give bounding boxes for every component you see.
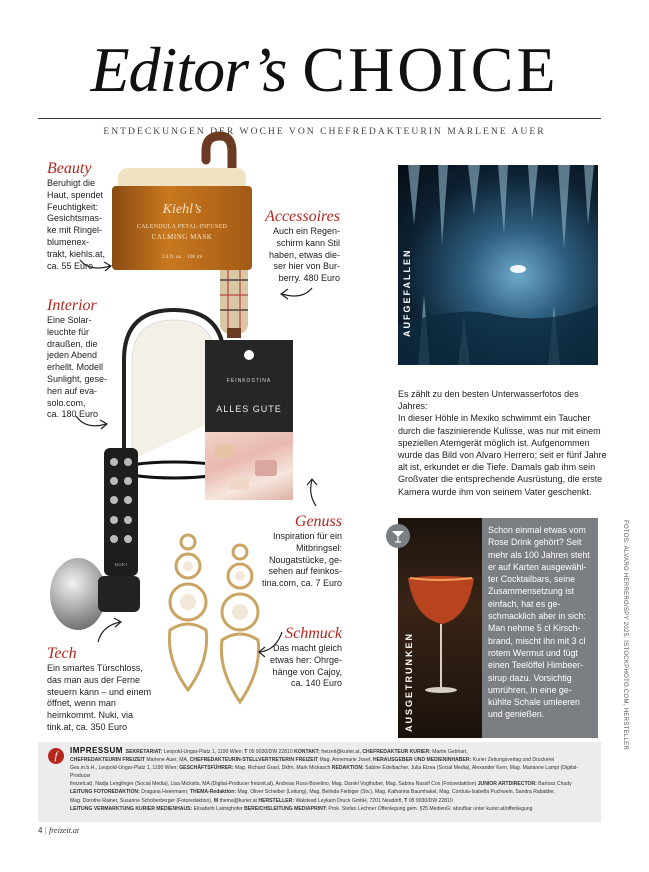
beauty-heading: Beauty [47,160,92,177]
text-line: Sunlight, gese- [47,373,108,384]
impressum-label: HERAUSGEBER UND MEDIENINHABER: [373,757,473,764]
text-line: ke mit Ringel- [47,225,103,236]
genuss-heading: Genuss [294,513,342,530]
impressum-label: CHEFREDAKTEURIN-STELLVERTRETERIN FREIZEIT [189,757,320,764]
aufgefallen-label: AUFGEFALLEN [402,248,412,337]
impressum-value: Leopold-Ungar-Platz 1, 1190 Wien; [163,749,245,755]
text-line: tink.at, ca. 350 Euro [47,721,128,732]
text-line: jeden Abend [47,350,98,361]
tech-block [47,645,157,734]
text-line: draußen, die [47,338,98,349]
arrow-interior-icon [72,412,112,434]
text-line: steuern kann – und einem [47,686,152,697]
impressum-label: LEITUNG FOTOREDAKTION: [70,789,142,796]
text-line: Zusammensetzung ist [488,586,575,597]
text-line: heimkommt. Nuki, via [47,710,134,721]
text-line: Mitbringsel: [295,542,342,553]
text-line: hen auf eva- [47,385,98,396]
text-line: Beruhigt die [47,178,96,188]
interior-text [47,315,117,421]
impressum-line [70,788,595,796]
title-caps: CHOICE [302,34,559,105]
text-line: Nougatstücke, ge- [268,554,342,565]
face-mask-jar-image [112,168,252,270]
text-line: einfach, hat es ge- [488,598,561,609]
text-line: rotem Wermut und fügt [488,647,578,658]
bag-brand: FEINKOSTINA [226,378,272,384]
text-line: Feuchtigkeit: [47,201,99,212]
footer-site: freizeit.at [49,826,80,835]
impressum-label: JUNIOR ARTDIRECTOR: [477,781,539,788]
jar-brand: Kiehl’s [162,202,202,217]
text-line: schmacklich aber in sich: [488,611,586,622]
page-title [0,30,649,110]
impressum-value: Mag. Dorothe Rainer, Susanne Schoberberger (Fotoredaktion), [70,797,214,804]
impressum-label: LEITUNG VERMARKTUNG KURIER MEDIENHAUS: [70,805,194,812]
genuss-block [244,513,342,590]
impressum-line [70,764,595,780]
title-italic: Editor’s [90,34,287,105]
text-line: sirup dazu. Vorsichtig [488,672,572,683]
impressum-label: CHEFREDAKTEUR KURIER: [362,749,433,755]
aufgefallen-text [398,388,608,498]
impressum-line [70,797,595,805]
impressum-value: Kurier Zeitungsverlag und Druckerei [472,757,555,764]
arrow-schmuck-icon [256,628,286,658]
text-line: ca. 140 Euro [290,678,342,689]
impressum-label: T [244,749,249,755]
impressum-value: Walstead Leykam Druck GmbH, 7201 Neudörfl, [295,797,405,804]
impressum-value: Elisabeth Laimighofer [193,805,245,812]
text-line: haben, etwas die- [268,249,340,260]
impressum-value: Ges.m.b.H., Leopold-Ungar-Platz 1, 1190 Wien; [70,765,180,772]
text-line: etwas her: Ohrge- [269,654,342,665]
tech-text [47,663,157,734]
impressum-value: Mag. Annemarie Josef, [319,757,374,764]
ausgetrunken-panel [398,518,598,738]
text-line: Kamera wurde ihm von seinem Vater geschenkt. [398,486,592,497]
text-line: Rose Drink gehört? Seit [488,537,582,548]
interior-block [47,297,117,421]
text-line: Gesichtsmas- [47,213,103,224]
impressum-text [70,747,595,813]
jar-line2: CALMING MASK [151,233,213,241]
text-line: ser hier von Bur- [273,261,340,272]
impressum-value: Martin Gebhart, [432,749,468,755]
impressum-value: freizeit.at), Nadja Lenglinger (Social Media), Lisa Micksits, MA (Digital-Producer freizeit.at), Andreas Russ-Bovelino, Mag. Daniel Voglhuber, Mag. Sabina Nassif Cox (Fotoredaktion) [70,781,478,788]
impressum-label: KONTAKT: [294,749,322,755]
smart-lock-image [50,448,150,638]
ausgetrunken-text [488,524,596,721]
nougat-bag-image [205,340,293,500]
impressum-line [70,747,595,756]
impressum-line [70,780,595,788]
text-line: und genießen. [488,709,545,720]
text-line: ca. 55 Euro [47,260,94,271]
impressum-value: Marlene Auer, MA, [146,757,190,764]
interior-heading: Interior [47,297,97,314]
jar-size: 3.4 fl. oz. · 100 ml [161,254,203,260]
text-line: tina.com, ca. 7 Euro [261,578,342,589]
cocktail-photo [398,518,482,738]
impressum-value: 05 9030/DW 22810 [408,797,453,804]
text-line: brand, mischt ihn mit 3 cl [488,635,586,646]
text-line: In dieser Höhle in Mexiko schwimmt ein Taucher [398,413,591,424]
ausgetrunken-label: AUSGETRUNKEN [404,631,414,732]
impressum-badge: f [48,748,64,764]
impressum-label: SEKRETARIAT: [125,749,164,755]
text-line: Inspiration für ein [272,531,342,541]
text-line: ter Cocktailbars, seine [488,574,576,585]
text-line: Das macht gleich [272,643,342,653]
text-line: alt ist, erkundet er die Tiefe. Damals gab ihm sein [398,462,596,473]
text-line: umrühren, in eine ge- [488,684,572,695]
text-line: wurde das Bild von Alvaro Herrero; seit er fünf Jahre [398,450,607,461]
text-line: öffnet, wenn man [47,698,116,709]
impressum-label: GESCHÄFTSFÜHRER: [179,765,235,772]
text-line: schirm kann Stil [276,237,340,248]
page-footer [38,826,79,835]
impressum-value: Sabine Edelbacher, Julia Elzea (Social Media), Alexander Kern, Mag. Marianne Lampl (Digital-Producer [70,765,579,780]
arrow-accessoires-icon [276,284,316,304]
impressum-label: BEREICHSLEITUNG MEDIAPRINT: [244,805,329,812]
text-line: einen Teelöffel Himbeer- [488,660,584,671]
accessoires-block [246,208,340,285]
impressum-box [38,742,601,822]
footer-separator: | [44,826,47,835]
photo-credits: FOTOS: ALVARO HERRERO/SPY 2025, ISTOCKPHOTO.COM, HERSTELLER [622,520,628,751]
text-line: speziellen Atemgerät möglich ist. Aufgenommen [398,437,590,448]
text-line: Man nehme 5 cl Kirsch- [488,623,581,634]
keypad-brand: NUKI [114,562,128,567]
accessoires-text [246,226,340,285]
text-line: berry. 480 Euro [278,273,340,284]
impressum-line [70,756,595,764]
text-line: trakt, kiehls.at, [47,248,106,259]
tech-heading: Tech [47,645,77,662]
text-line: hänge von Cajoy, [272,666,342,677]
accessoires-heading: Accessoires [265,208,340,225]
text-line: Haut, spendet [47,189,104,200]
genuss-text [244,531,342,590]
impressum-value: freizeit@kurier.at, [321,749,363,755]
impressum-label: M [213,797,220,804]
text-line: leuchte für [47,326,90,337]
text-line: Großvater die entsprechende Ausrüstung, die erste [398,474,603,485]
text-line: er auf Karten ausgewähl- [488,561,587,572]
text-line: Schon einmal etwas vom [488,525,586,535]
impressum-label: IMPRESSUM [70,746,126,755]
impressum-value: Mag. Richard Grasl, Dkfm. Mark Mickasch [234,765,332,772]
arrow-beauty-icon [76,256,116,276]
arrow-tech-icon [94,616,128,646]
underwater-cave-photo [398,165,598,365]
impressum-label: THEMA-Redaktion: [189,789,238,796]
impressum-value: Prok. Stefan Lechner Offenlegung gem. §25 MedienG: abrufbar unter kurier.at/offenlegung [328,805,533,812]
jar-line1: CALENDULA PETAL-INFUSED [136,224,228,230]
text-line: Auch ein Regen- [272,226,340,236]
schmuck-heading: Schmuck [285,625,342,642]
cocktail-glass-icon [386,524,410,548]
subtitle: ENTDECKUNGEN DER WOCHE VON CHEFREDAKTEURIN MARLENE AUER [103,126,546,137]
impressum-label: T [404,797,409,804]
text-line: Es zählt zu den besten Unterwasserfotos des Jahres: [398,389,579,412]
text-line: erhellt. Modell [47,362,104,373]
text-line: ca. 180 Euro [47,409,99,420]
text-line: mehr als 100 Jahren steht [488,549,590,560]
title-rule [38,118,601,119]
impressum-value: Mag. Oliver Scheiber (Leitung), Mag. Belinda Fiebiger (Stv.), Mag. Katharina Baumhakel, Mag. Cordula-Isabella Puchwein, Sandra Rabalder, [237,789,556,796]
text-line: solo.com, [47,397,86,408]
arrow-genuss-icon [304,476,324,510]
text-line: blumenex- [47,236,90,247]
text-line: das man aus der Ferne [47,674,141,685]
impressum-label: REDAKTION: [331,765,366,772]
impressum-line [70,805,595,813]
impressum-value: Bartosz Chudy [538,781,572,788]
impressum-value: thema@kurier.at [219,797,259,804]
impressum-value: Dragana Heiermann; [141,789,190,796]
text-line: sehen auf feinkos- [268,566,342,577]
impressum-label: CHEFREDAKTEURIN FREIZEIT [70,757,147,764]
text-line: Eine Solar- [47,315,92,325]
page-number: 4 [38,826,43,835]
text-line: kühlte Schale umleeren [488,697,580,708]
text-line: Ein smartes Türschloss, [47,663,143,673]
bag-label: ALLES GUTE [216,404,282,414]
text-line: durch die faszinierende Kulisse, was nur mit einem [398,425,601,436]
impressum-label: HERSTELLER: [258,797,296,804]
impressum-value: 05 9030/DW 22810 [248,749,295,755]
